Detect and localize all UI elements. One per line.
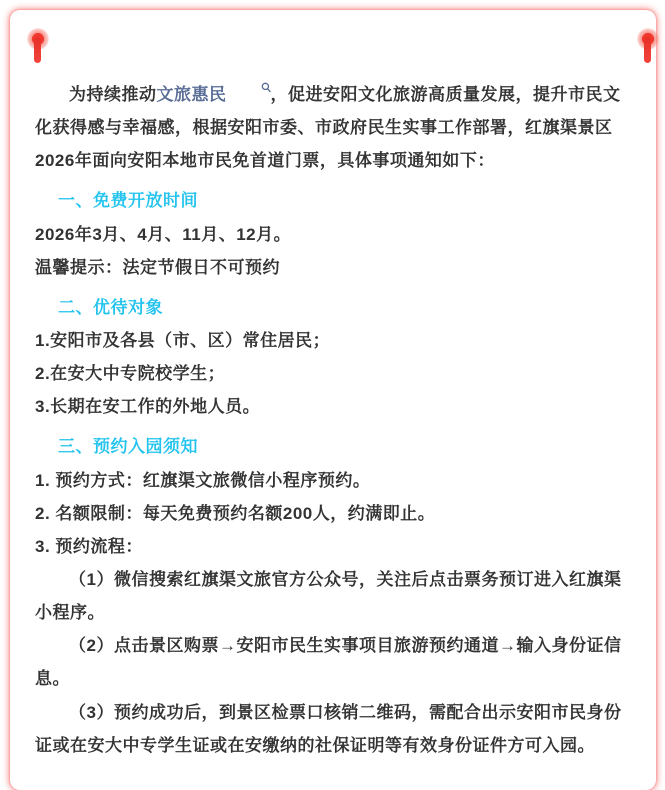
section1-item: 2026年3月、4月、11月、12月。: [35, 224, 292, 244]
section3-item: 2. 名额限制：每天免费预约名额200人，约满即止。: [35, 503, 436, 523]
section-heading-free-open-time: 一、免费开放时间: [58, 191, 198, 211]
search-icon[interactable]: [227, 82, 271, 93]
section1-item: 温馨提示：法定节假日不可预约: [35, 257, 280, 277]
reservation-step: （1）微信搜索红旗渠文旅官方公众号，关注后点击票务预订进入红旗渠小程序。: [35, 569, 622, 623]
section2-item: 1.安阳市及各县（市、区）常住居民；: [35, 330, 331, 350]
section-heading-eligible-groups: 二、优待对象: [58, 297, 163, 317]
section-heading-reservation-notice: 三、预约入园须知: [58, 437, 198, 457]
section2-item: 2.在安大中专院校学生；: [35, 364, 226, 384]
reservation-step: （3）预约成功后，到景区检票口核销二维码，需配合出示安阳市民身份证或在安大中专学生证或在安缴纳的社保证明等有效身份证件方可入园。: [35, 702, 622, 755]
article-body: [10, 10, 656, 762]
wenlu-huimin-link[interactable]: 文旅惠民: [156, 85, 227, 104]
section3-item: 3. 预约流程：: [35, 536, 143, 556]
intro-prefix: 为持续推动: [69, 85, 157, 104]
section2-item: 3.长期在安工作的外地人员。: [35, 397, 261, 417]
article-card: [10, 10, 656, 790]
intro-paragraph: [35, 78, 631, 177]
intro-suffix: ，促进安阳文化旅游高质量发展，提升市民文化获得感与幸福感，根据安阳市委、市政府民生实事工作部署，红旗渠景区2026年面向安阳本地市民免首道门票，具体事项通知如下：: [35, 85, 621, 171]
section3-item: 1. 预约方式：红旗渠文旅微信小程序预约。: [35, 470, 371, 490]
reservation-step: （2）点击景区购票→安阳市民生实事项目旅游预约通道→输入身份证信息。: [35, 636, 622, 689]
